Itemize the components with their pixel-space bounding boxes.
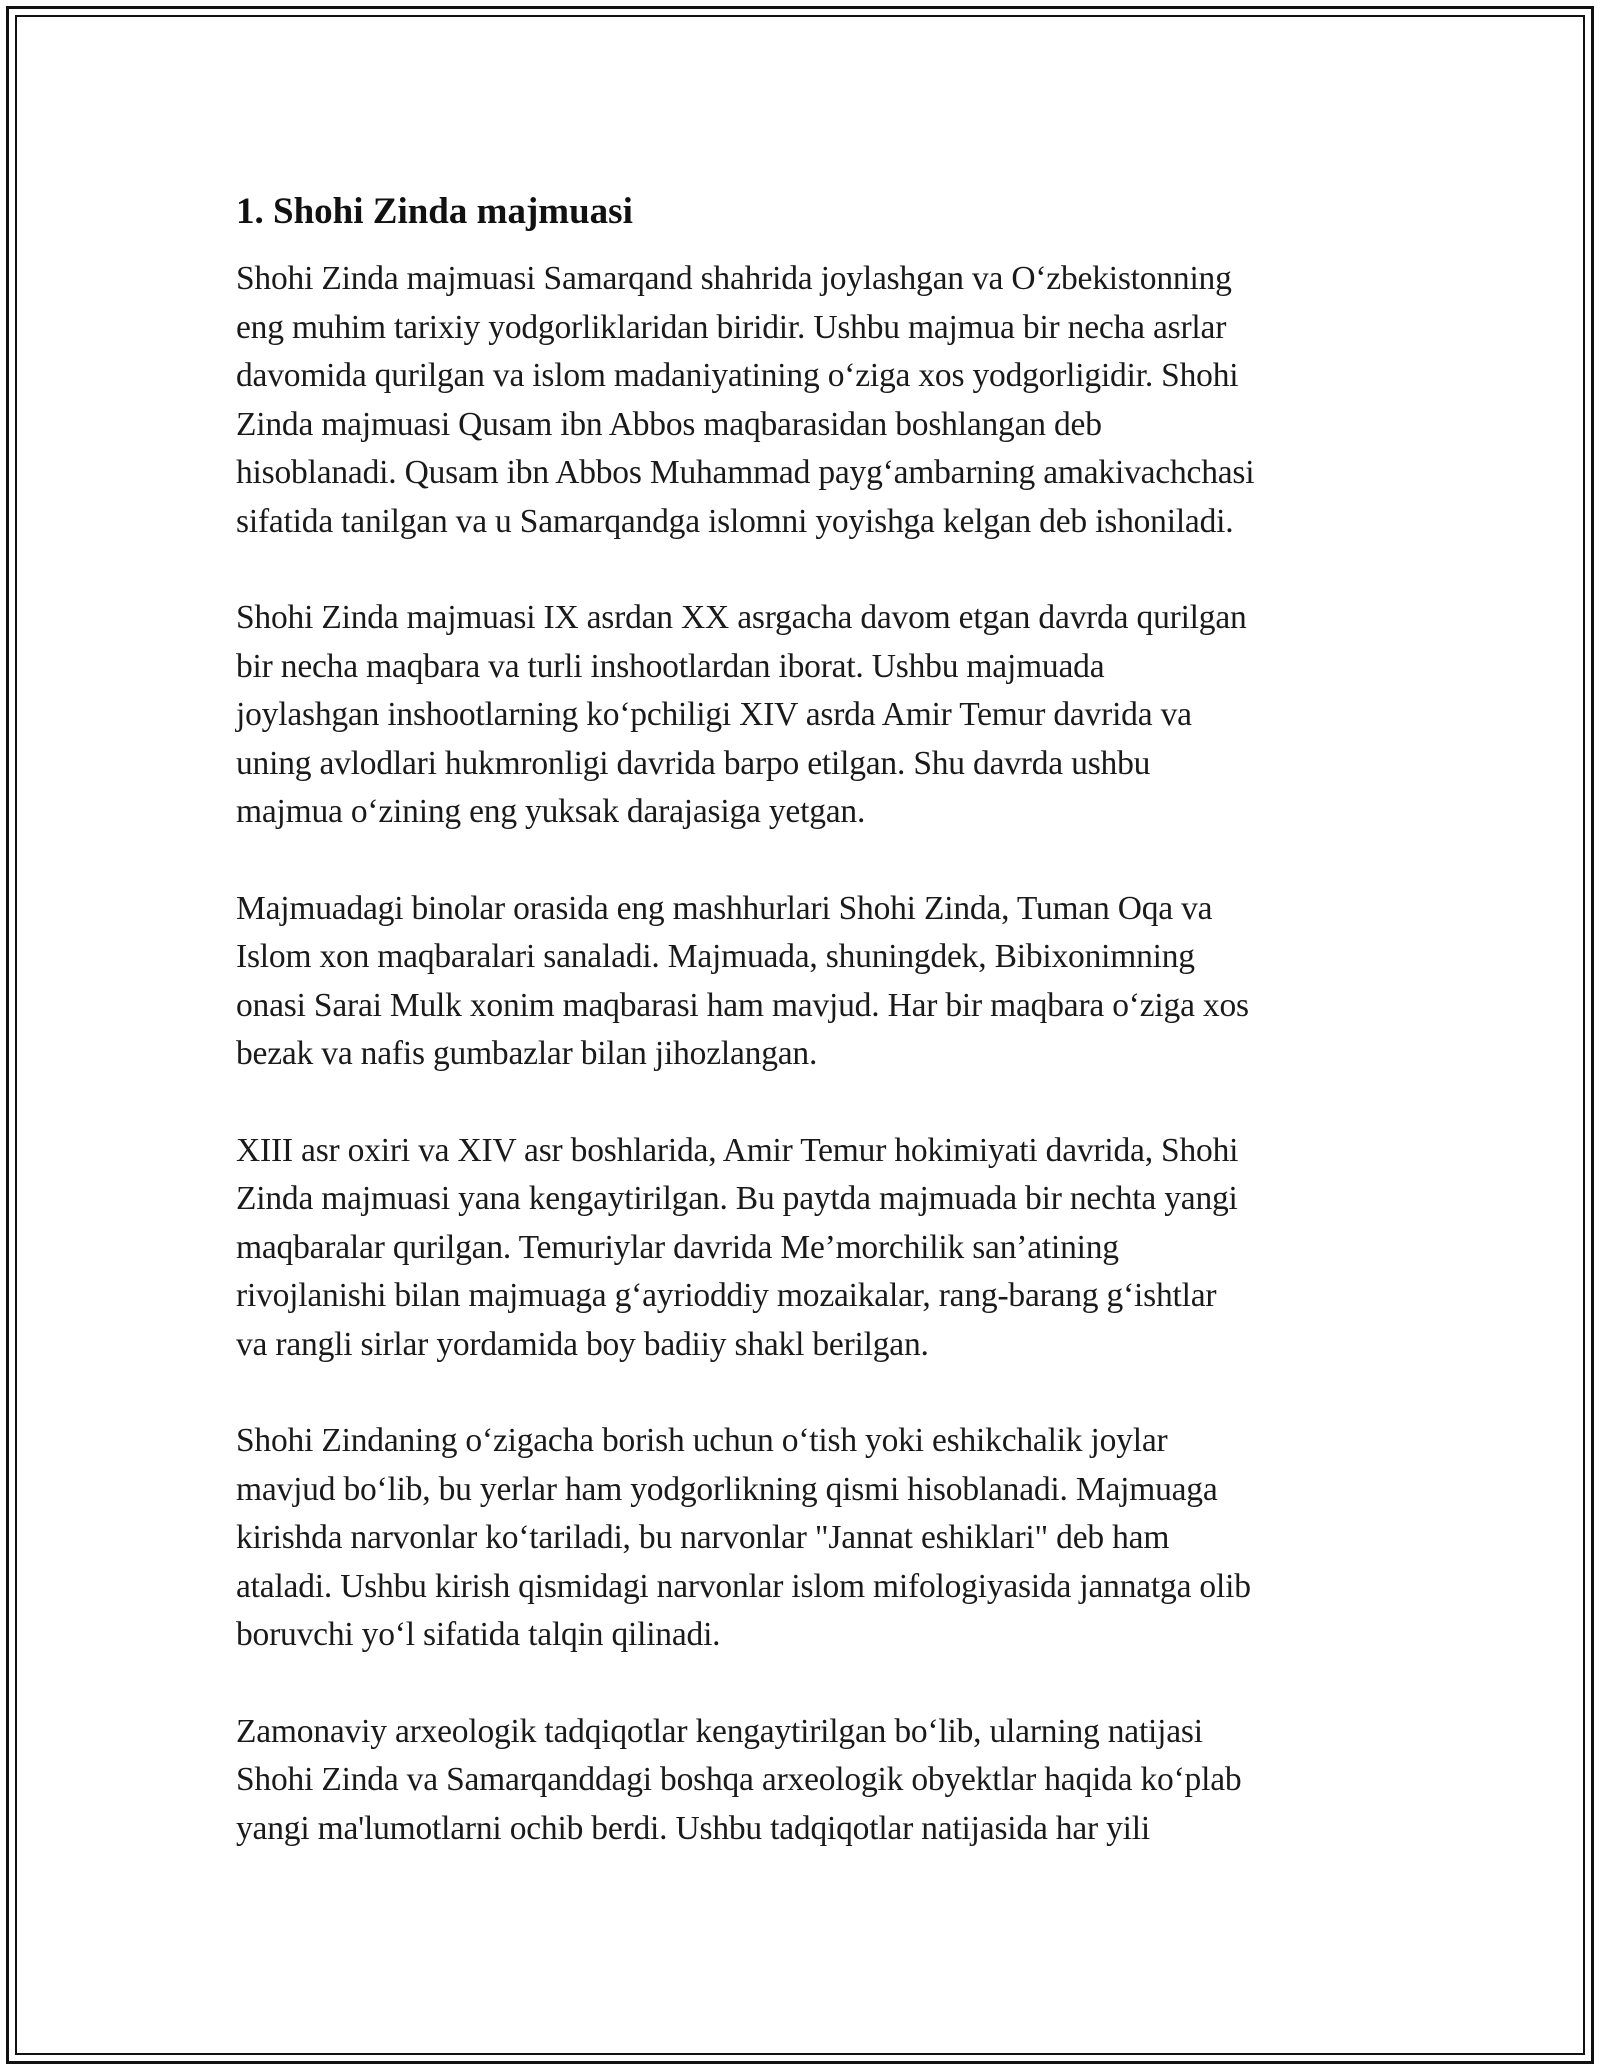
text-line: Majmuadagi binolar orasida eng mashhurlari Shohi Zinda, Tuman Oqa va (236, 889, 1213, 927)
paragraph-6 (236, 1708, 1386, 1854)
text-line: joylashgan inshootlarning ko‘pchiligi XIV asrda Amir Temur davrida va (236, 696, 1192, 733)
text-line: majmua o‘zining eng yuksak darajasiga yetgan. (236, 793, 866, 830)
text-line: boruvchi yo‘l sifatida talqin qilinadi. (236, 1616, 721, 1653)
text-line: eng muhim tarixiy yodgorliklaridan biridir. Ushbu majmua bir necha asrlar (236, 308, 1227, 346)
text-line: rivojlanishi bilan majmuaga g‘ayrioddiy mozaikalar, rang-barang g‘ishtlar (236, 1277, 1217, 1314)
text-line: hisoblanadi. Qusam ibn Abbos Muhammad payg‘ambarning amakivachchasi (236, 454, 1255, 491)
text-line: onasi Sarai Mulk xonim maqbarasi ham mavjud. Har bir maqbara o‘ziga xos (236, 986, 1249, 1024)
paragraph-2 (236, 594, 1386, 837)
text-line: Islom xon maqbaralari sanaladi. Majmuada, shuningdek, Bibixonimning (236, 938, 1195, 975)
text-line: maqbaralar qurilgan. Temuriylar davrida Me’morchilik san’atining (236, 1228, 1119, 1266)
text-line: yangi ma'lumotlarni ochib berdi. Ushbu tadqiqotlar natijasida har yili (236, 1809, 1151, 1847)
paragraph-5 (236, 1417, 1386, 1660)
text-line: Shohi Zindaning o‘zigacha borish uchun o‘tish yoki eshikchalik joylar (236, 1422, 1168, 1459)
section-heading: 1. Shohi Zinda majmuasi (236, 191, 633, 232)
paragraph-1 (236, 255, 1386, 546)
text-line: Zinda majmuasi Qusam ibn Abbos maqbarasidan boshlangan deb (236, 405, 1102, 443)
paragraph-4 (236, 1127, 1386, 1370)
text-line: kirishda narvonlar ko‘tariladi, bu narvonlar "Jannat eshiklari" deb ham (236, 1519, 1170, 1556)
paragraph-3 (236, 885, 1386, 1079)
text-line: va rangli sirlar yordamida boy badiiy shakl berilgan. (236, 1325, 929, 1363)
text-line: sifatida tanilgan va u Samarqandga islomni yoyishga kelgan deb ishoniladi. (236, 502, 1234, 540)
text-line: Shohi Zinda majmuasi Samarqand shahrida joylashgan va O‘zbekistonning (236, 260, 1232, 297)
text-line: Zinda majmuasi yana kengaytirilgan. Bu paytda majmuada bir nechta yangi (236, 1180, 1238, 1217)
document-body (236, 188, 1386, 1853)
text-line: bir necha maqbara va turli inshootlardan iborat. Ushbu majmuada (236, 647, 1105, 685)
text-line: bezak va nafis gumbazlar bilan jihozlangan. (236, 1035, 818, 1072)
text-line: Shohi Zinda va Samarqanddagi boshqa arxeologik obyektlar haqida ko‘plab (236, 1761, 1242, 1798)
text-line: XIII asr oxiri va XIV asr boshlarida, Amir Temur hokimiyati davrida, Shohi (236, 1131, 1239, 1169)
text-line: ataladi. Ushbu kirish qismidagi narvonlar islom mifologiyasida jannatga olib (236, 1567, 1251, 1605)
text-line: Shohi Zinda majmuasi IX asrdan XX asrgacha davom etgan davrda qurilgan (236, 599, 1247, 636)
text-line: Zamonaviy arxeologik tadqiqotlar kengaytirilgan bo‘lib, ularning natijasi (236, 1712, 1203, 1750)
text-line: uning avlodlari hukmronligi davrida barpo etilgan. Shu davrda ushbu (236, 744, 1151, 782)
text-line: davomida qurilgan va islom madaniyatining o‘ziga xos yodgorligidir. Shohi (236, 357, 1239, 394)
text-line: mavjud bo‘lib, bu yerlar ham yodgorlikning qismi hisoblanadi. Majmuaga (236, 1470, 1218, 1508)
